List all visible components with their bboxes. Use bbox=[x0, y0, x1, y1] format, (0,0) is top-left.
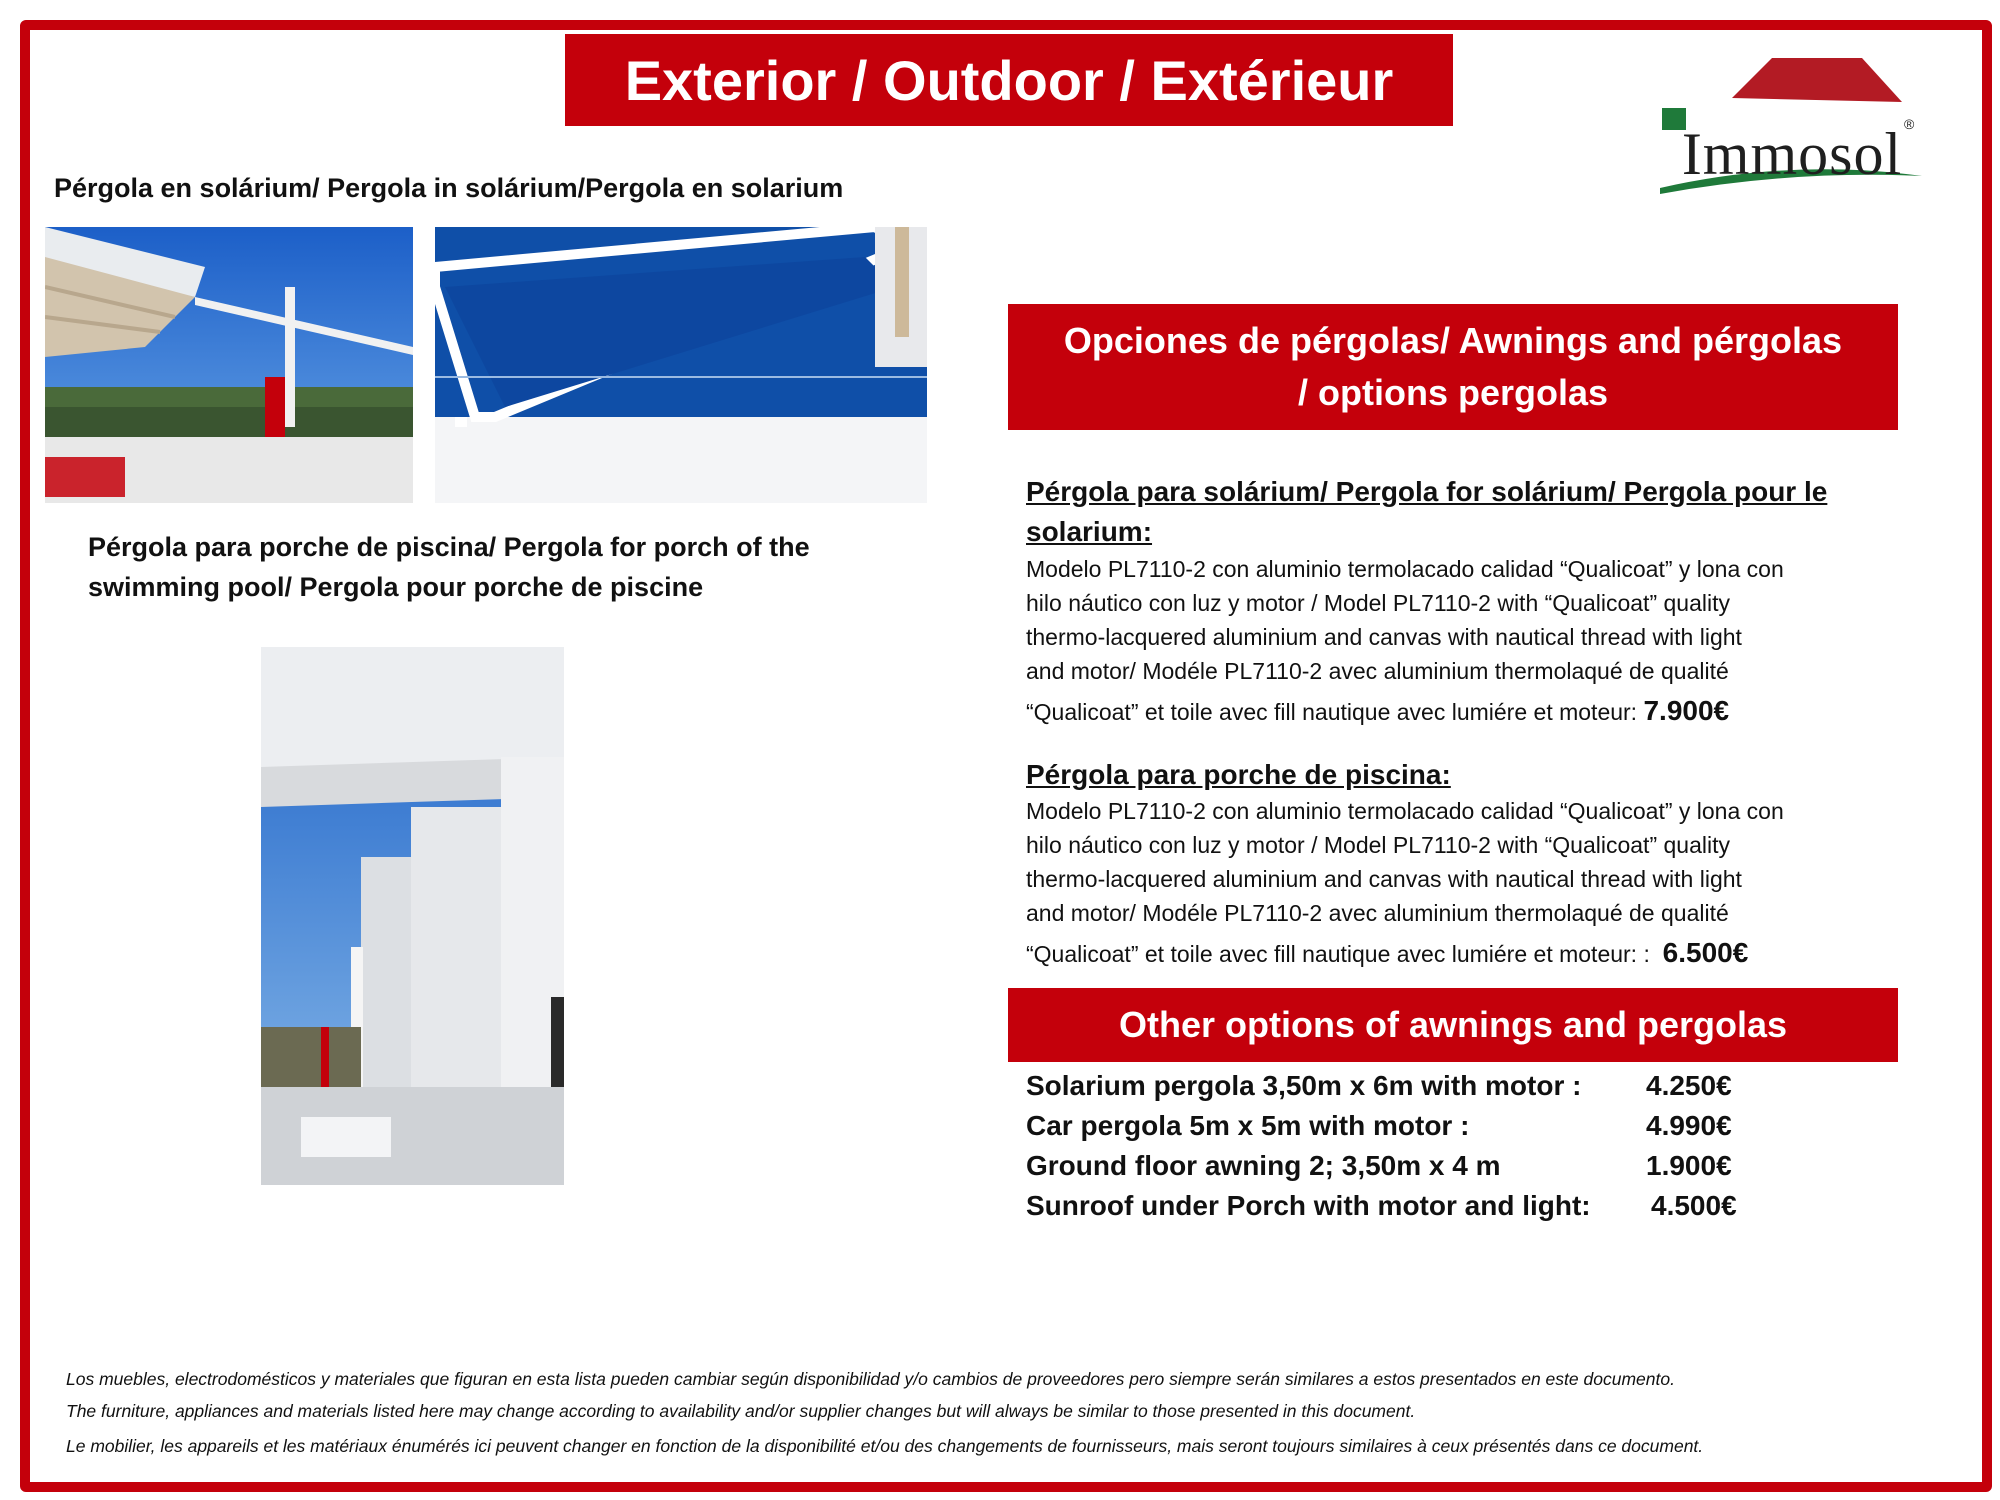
porch-body-line: hilo náutico con luz y motor / Model PL7110-2 with “Qualicoat” quality bbox=[1026, 832, 1730, 858]
porch-photo-caption-line1: Pérgola para porche de piscina/ Pergola for porch of the bbox=[88, 532, 810, 562]
porch-section-heading: Pérgola para porche de piscina: bbox=[1026, 759, 1451, 790]
porch-section-body bbox=[1026, 794, 1784, 971]
solarium-section-body bbox=[1026, 552, 1784, 729]
solarium-body-last-line bbox=[1026, 694, 1784, 729]
solarium-body-line: “Qualicoat” et toile avec fill nautique avec lumiére et moteur: bbox=[1026, 699, 1638, 725]
option-row bbox=[1026, 1146, 1886, 1186]
immosol-logo bbox=[1652, 58, 1932, 208]
registered-mark: ® bbox=[1904, 116, 1915, 132]
solarium-photos-caption: Pérgola en solárium/ Pergola in solárium/Pergola en solarium bbox=[54, 173, 844, 203]
porch-body-line: “Qualicoat” et toile avec fill nautique avec lumiére et moteur: : bbox=[1026, 941, 1650, 967]
disclaimer-french: Le mobilier, les appareils et les matériaux énumérés ici peuvent changer en fonction de la disponibilité et/ou des changements de fournisseurs, mais seront toujours similaires à ceux présentés dans ce document. bbox=[66, 1436, 1704, 1456]
porch-body-line: thermo-lacquered aluminium and canvas with nautical thread with light bbox=[1026, 866, 1742, 892]
solarium-body-line: hilo náutico con luz y motor / Model PL7110-2 with “Qualicoat” quality bbox=[1026, 590, 1730, 616]
solarium-pergola-photo-2 bbox=[435, 227, 927, 503]
option-row bbox=[1026, 1066, 1886, 1106]
solarium-pergola-photo-1 bbox=[45, 227, 413, 503]
pergola-options-banner bbox=[1008, 304, 1898, 430]
solarium-body-line: Modelo PL7110-2 con aluminio termolacado calidad “Qualicoat” y lona con bbox=[1026, 556, 1784, 582]
option-price: 4.250€ bbox=[1646, 1070, 1732, 1101]
option-price: 4.990€ bbox=[1646, 1110, 1732, 1141]
option-row bbox=[1026, 1106, 1886, 1146]
porch-body-line: and motor/ Modéle PL7110-2 avec aluminium thermolaqué de qualité bbox=[1026, 900, 1729, 926]
solarium-section-heading-line2: solarium: bbox=[1026, 516, 1153, 547]
pergola-options-banner-line2: / options pergolas bbox=[1297, 372, 1609, 413]
porch-pergola-photo bbox=[261, 647, 564, 1185]
logo-text: Immosol bbox=[1681, 121, 1903, 187]
pergola-options-banner-line1: Opciones de pérgolas/ Awnings and pérgolas bbox=[1063, 320, 1843, 361]
porch-body-last-line bbox=[1026, 936, 1784, 971]
page-title: Exterior / Outdoor / Extérieur bbox=[565, 34, 1453, 126]
option-price: 1.900€ bbox=[1646, 1150, 1732, 1181]
porch-price: 6.500€ bbox=[1662, 937, 1749, 968]
solarium-price: 7.900€ bbox=[1643, 695, 1730, 726]
solarium-section-heading-line1: Pérgola para solárium/ Pergola for solárium/ Pergola pour le bbox=[1026, 476, 1828, 507]
porch-photo-caption-line2: swimming pool/ Pergola pour porche de piscine bbox=[88, 572, 704, 602]
option-label: Solarium pergola 3,50m x 6m with motor : bbox=[1026, 1070, 1582, 1101]
disclaimer-spanish: Los muebles, electrodomésticos y materiales que figuran en esta lista pueden cambiar según disponibilidad y/o cambios de proveedores pero siempre serán similares a estos presentados en este documento. bbox=[66, 1369, 1675, 1389]
option-price: 4.500€ bbox=[1651, 1190, 1737, 1221]
disclaimer-english: The furniture, appliances and materials listed here may change according to availability and/or supplier changes but will always be similar to those presented in this document. bbox=[66, 1401, 1416, 1421]
option-row bbox=[1026, 1186, 1886, 1226]
option-label: Car pergola 5m x 5m with motor : bbox=[1026, 1110, 1470, 1141]
solarium-body-line: and motor/ Modéle PL7110-2 avec aluminium thermolaqué de qualité bbox=[1026, 658, 1729, 684]
option-label: Ground floor awning 2; 3,50m x 4 m bbox=[1026, 1150, 1501, 1181]
porch-body-line: Modelo PL7110-2 con aluminio termolacado calidad “Qualicoat” y lona con bbox=[1026, 798, 1784, 824]
other-options-banner: Other options of awnings and pergolas bbox=[1008, 988, 1898, 1062]
solarium-body-line: thermo-lacquered aluminium and canvas with nautical thread with light bbox=[1026, 624, 1742, 650]
other-options-list bbox=[1026, 1066, 1886, 1226]
option-label: Sunroof under Porch with motor and light: bbox=[1026, 1190, 1591, 1221]
